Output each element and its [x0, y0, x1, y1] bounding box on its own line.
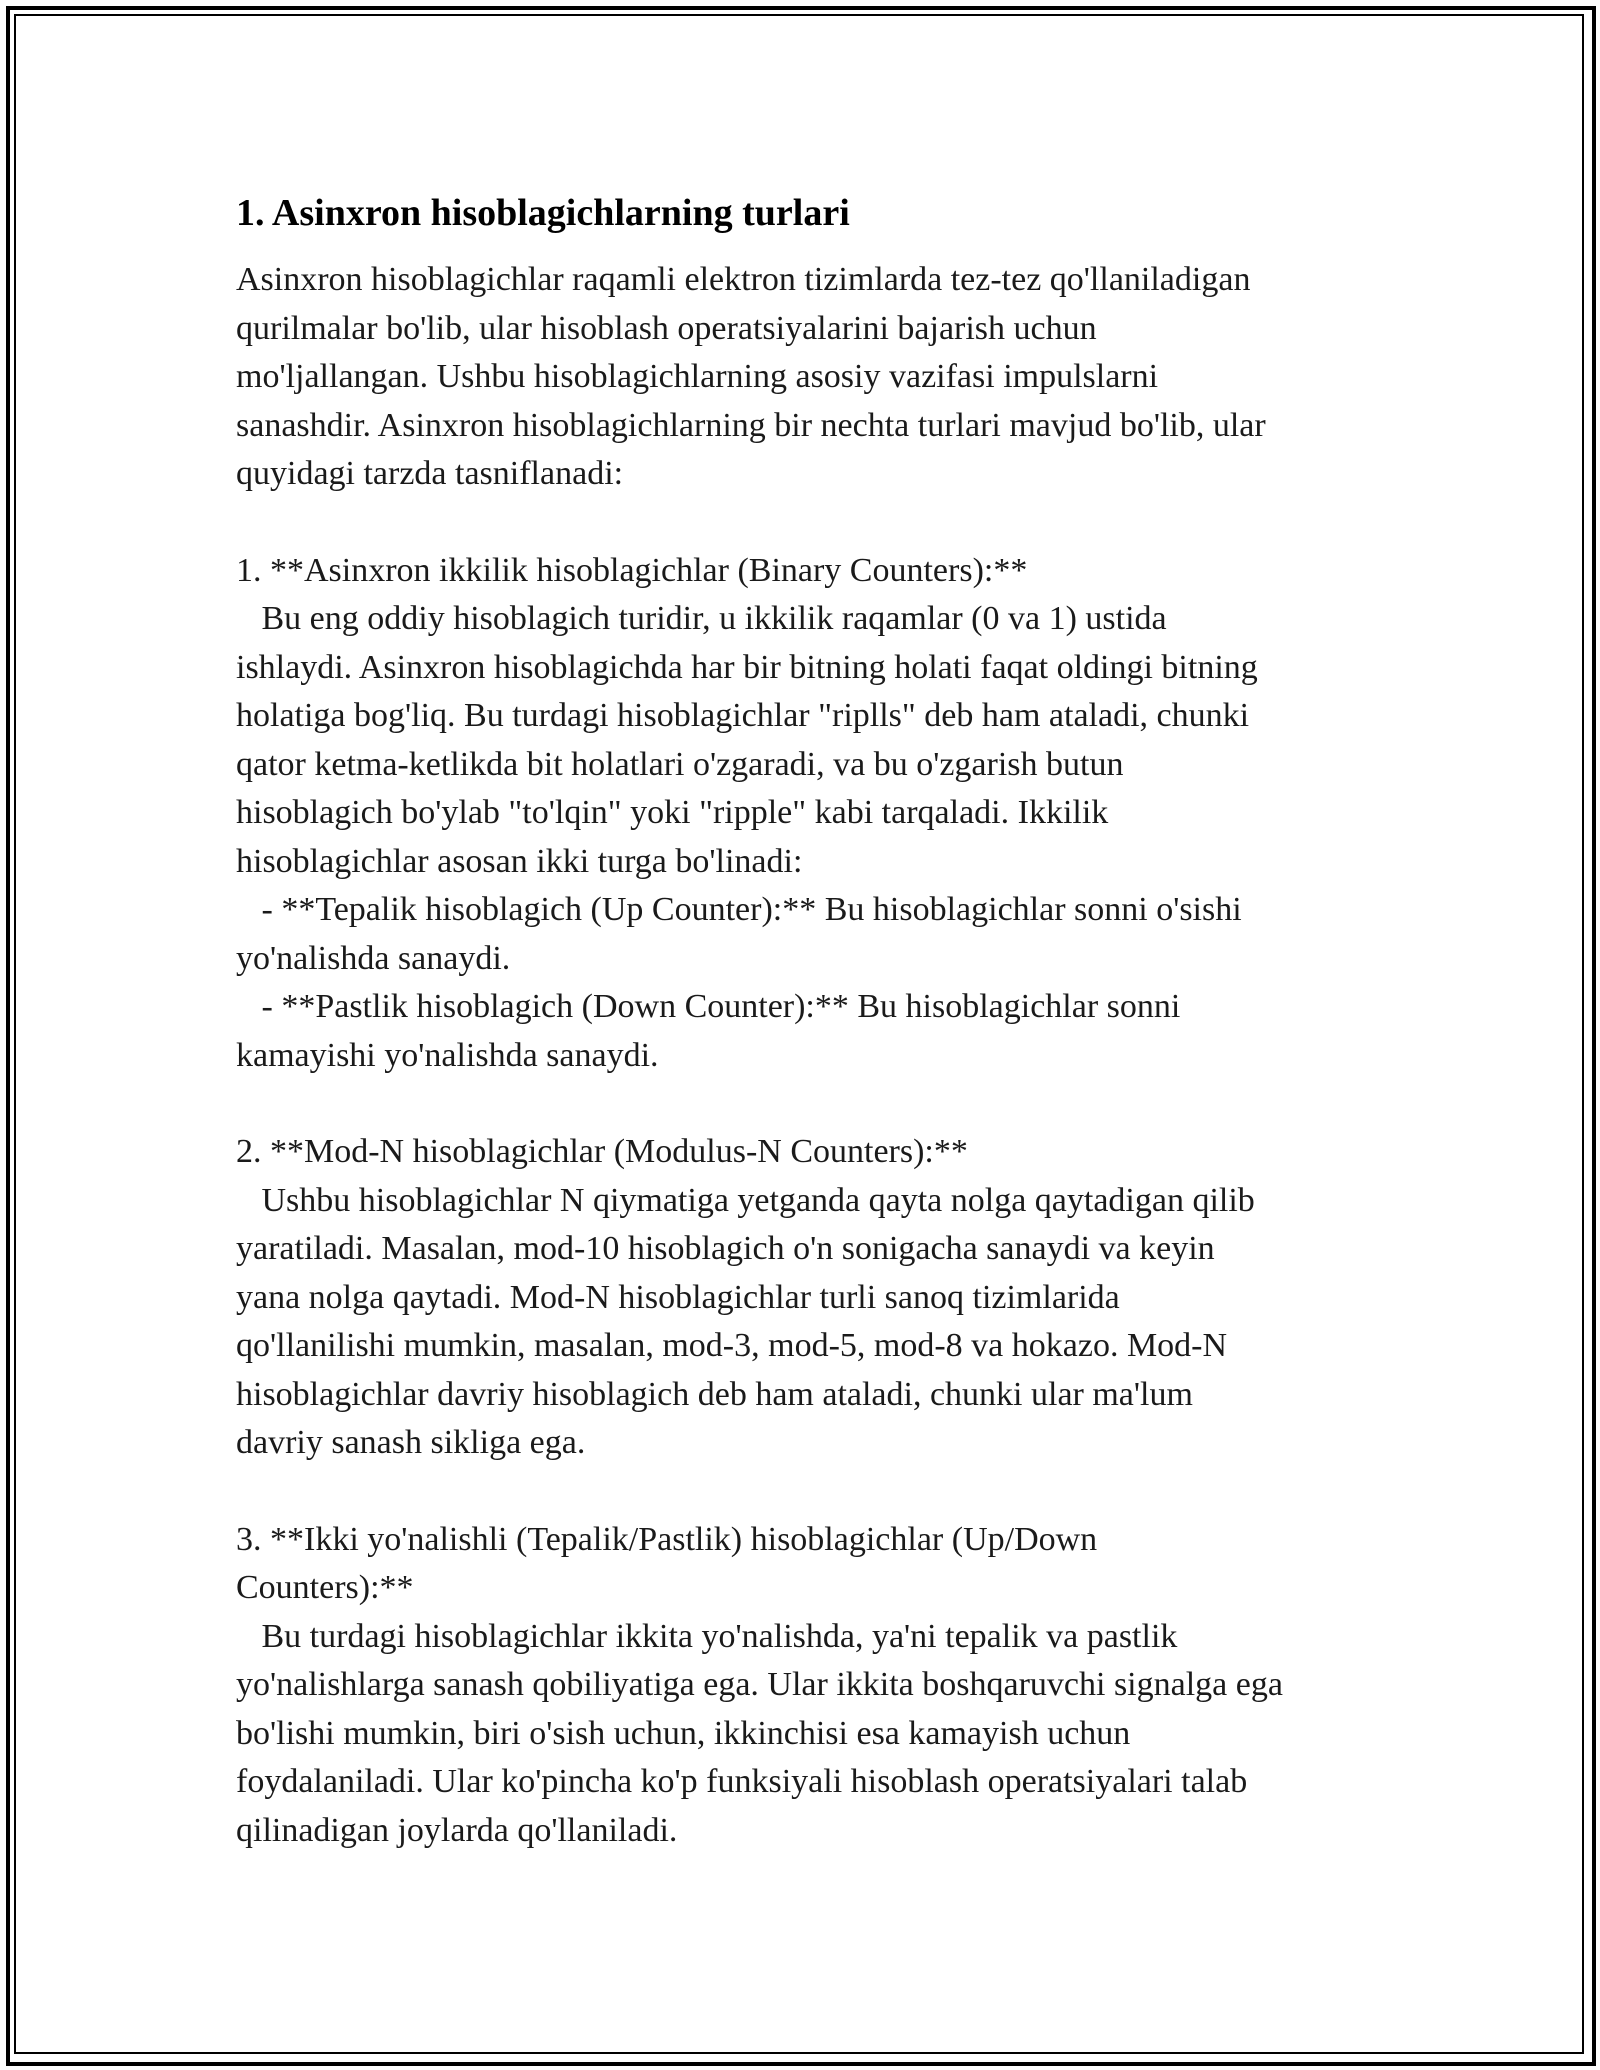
- text-line: bo'lishi mumkin, biri o'sish uchun, ikkinchisi esa kamayish uchun: [236, 1714, 1131, 1752]
- text-line: qator ketma-ketlikda bit holatlari o'zgaradi, va bu o'zgarish butun: [236, 745, 1124, 783]
- text-line: qurilmalar bo'lib, ular hisoblash operatsiyalarini bajarish uchun: [236, 309, 1097, 347]
- section-heading: 1. Asinxron hisoblagichlarning turlari: [236, 192, 850, 234]
- mod-n-counters-section: [236, 1128, 1416, 1468]
- binary-counters-section: [236, 547, 1416, 1081]
- text-line: quyidagi tarzda tasniflanadi:: [236, 455, 624, 492]
- up-down-counters-section: [236, 1516, 1416, 1856]
- intro-paragraph: [236, 256, 1416, 499]
- document-body: [236, 188, 1416, 1855]
- text-line: Asinxron hisoblagichlar raqamli elektron tizimlarda tez-tez qo'llaniladigan: [236, 261, 1251, 298]
- text-line: Bu eng oddiy hisoblagich turidir, u ikkilik raqamlar (0 va 1) ustida: [236, 600, 1167, 637]
- text-line: mo'ljallangan. Ushbu hisoblagichlarning asosiy vazifasi impulslarni: [236, 358, 1159, 395]
- list-item-title: 1. **Asinxron ikkilik hisoblagichlar (Binary Counters):**: [236, 551, 1028, 589]
- text-line: Bu turdagi hisoblagichlar ikkita yo'nalishda, ya'ni tepalik va pastlik: [236, 1617, 1178, 1655]
- text-line: kamayishi yo'nalishda sanaydi.: [236, 1036, 659, 1074]
- text-line: hisoblagich bo'ylab "to'lqin" yoki "ripple" kabi tarqaladi. Ikkilik: [236, 794, 1109, 831]
- list-item-title: 3. **Ikki yo'nalishli (Tepalik/Pastlik) hisoblagichlar (Up/Down: [236, 1520, 1098, 1558]
- text-line: hisoblagichlar asosan ikki turga bo'linadi:: [236, 842, 803, 880]
- text-line: qo'llanilishi mumkin, masalan, mod-3, mod-5, mod-8 va hokazo. Mod-N: [236, 1327, 1228, 1364]
- text-line: yo'nalishda sanaydi.: [236, 939, 511, 977]
- paragraph-gap: [236, 1080, 1416, 1128]
- text-line: qilinadigan joylarda qo'llaniladi.: [236, 1811, 678, 1849]
- sub-list-item: - **Pastlik hisoblagich (Down Counter):** Bu hisoblagichlar sonni: [236, 988, 1181, 1025]
- text-line: Counters):**: [236, 1569, 414, 1606]
- text-line: Ushbu hisoblagichlar N qiymatiga yetganda qayta nolga qaytadigan qilib: [236, 1181, 1255, 1219]
- text-line: yana nolga qaytadi. Mod-N hisoblagichlar turli sanoq tizimlarida: [236, 1278, 1120, 1316]
- list-item-title: 2. **Mod-N hisoblagichlar (Modulus-N Counters):**: [236, 1133, 968, 1170]
- text-line: foydalaniladi. Ular ko'pincha ko'p funksiyali hisoblash operatsiyalari talab: [236, 1763, 1248, 1800]
- text-line: davriy sanash sikliga ega.: [236, 1424, 586, 1461]
- text-line: ishlaydi. Asinxron hisoblagichda har bir bitning holati faqat oldingi bitning: [236, 648, 1258, 686]
- text-line: yaratiladi. Masalan, mod-10 hisoblagich o'n sonigacha sanaydi va keyin: [236, 1230, 1215, 1267]
- text-line: hisoblagichlar davriy hisoblagich deb ham ataladi, chunki ular ma'lum: [236, 1375, 1193, 1413]
- paragraph-gap: [236, 1468, 1416, 1516]
- sub-list-item: - **Tepalik hisoblagich (Up Counter):** Bu hisoblagichlar sonni o'sishi: [236, 891, 1242, 928]
- text-line: yo'nalishlarga sanash qobiliyatiga ega. Ular ikkita boshqaruvchi signalga ega: [236, 1666, 1283, 1703]
- paragraph-gap: [236, 499, 1416, 547]
- text-line: holatiga bog'liq. Bu turdagi hisoblagichlar "riplls" deb ham ataladi, chunki: [236, 697, 1250, 734]
- text-line: sanashdir. Asinxron hisoblagichlarning bir nechta turlari mavjud bo'lib, ular: [236, 406, 1266, 444]
